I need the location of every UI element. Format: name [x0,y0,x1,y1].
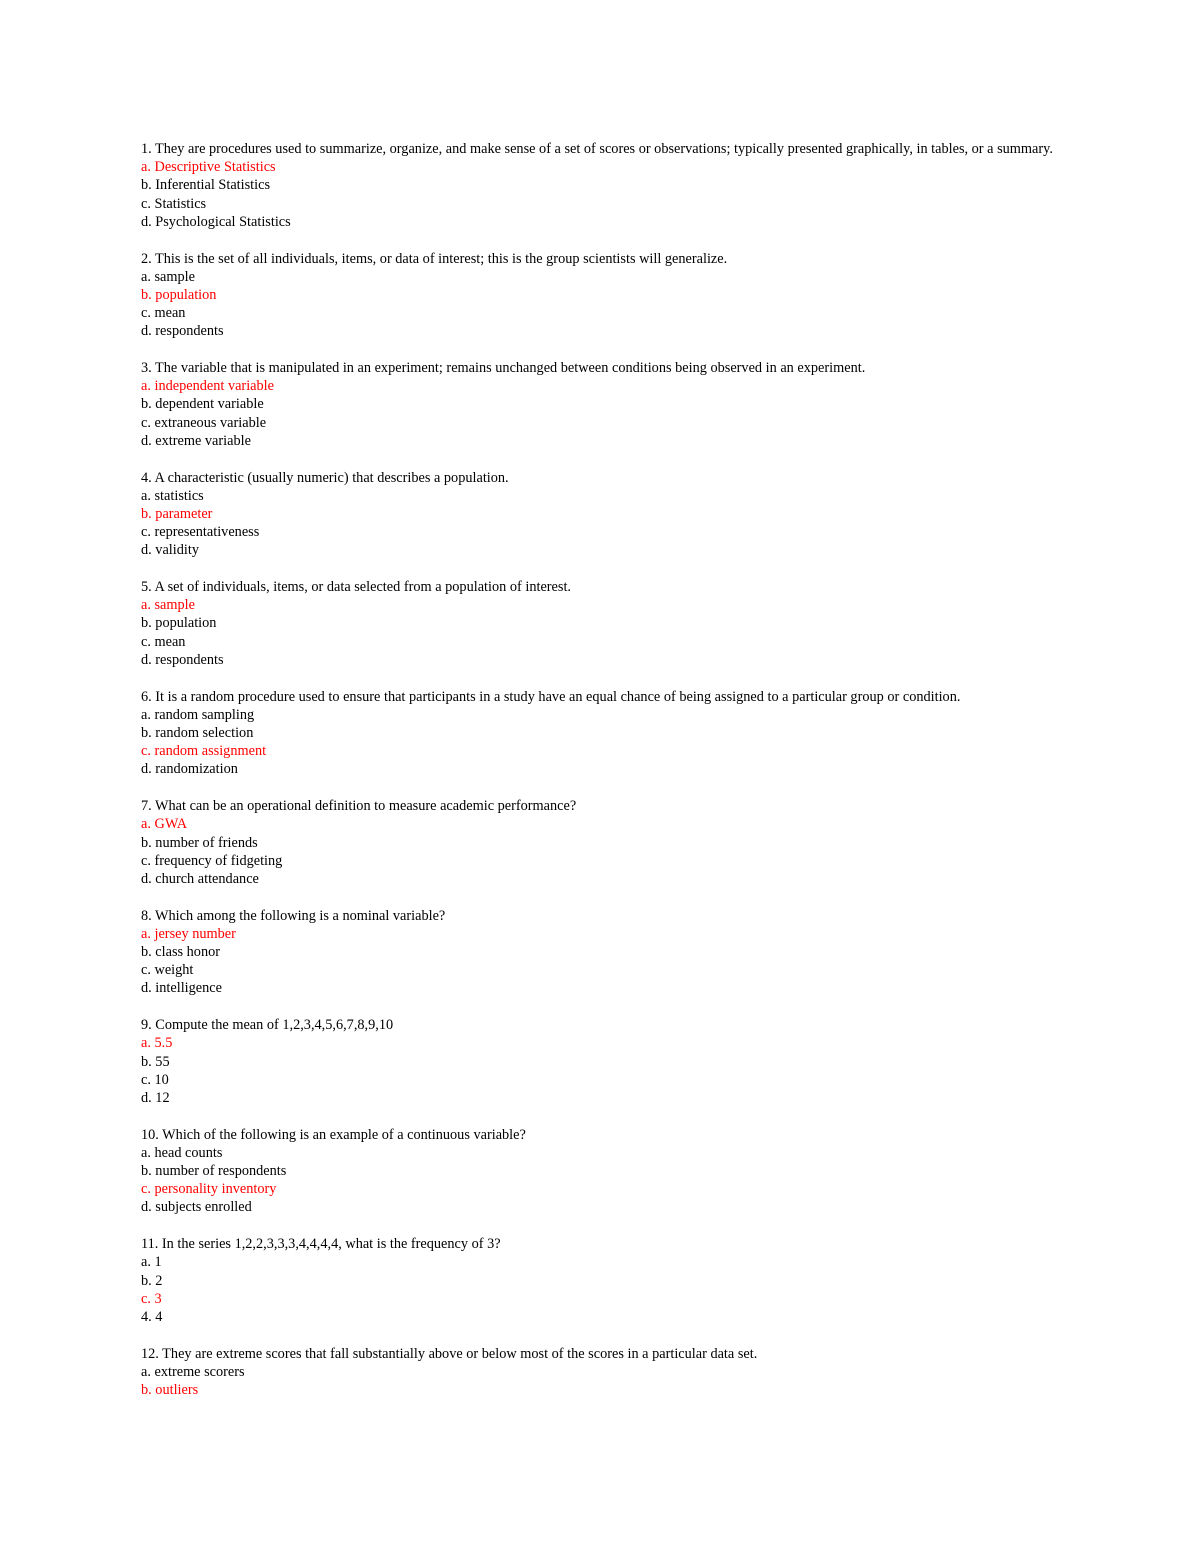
answer-choice: d. Psychological Statistics [141,213,291,230]
answer-choice: b. 2 [141,1272,163,1289]
question-block [141,359,1061,450]
question-prompt: 8. Which among the following is a nominal variable? [141,907,446,924]
answer-choice: d. intelligence [141,980,222,997]
answer-choice: b. dependent variable [141,396,264,413]
answer-choice: d. randomization [141,761,238,778]
answer-choice: c. frequency of fidgeting [141,852,283,869]
answer-choice: 4. 4 [141,1308,163,1325]
question-prompt: 7. What can be an operational definition to measure academic performance? [141,798,577,815]
answer-choice: c. mean [141,633,186,650]
answer-choice: c. mean [141,305,186,322]
question-block [141,688,1061,779]
answer-choice: b. number of friends [141,834,258,851]
question-block [141,907,1061,998]
answer-choice: c. extraneous variable [141,414,267,431]
answer-choice: a. extreme scorers [141,1363,245,1380]
answer-choice: c. Statistics [141,195,207,212]
correct-answer-choice: a. independent variable [141,378,274,395]
answer-choice: a. head counts [141,1144,223,1161]
question-prompt: 9. Compute the mean of 1,2,3,4,5,6,7,8,9,10 [141,1017,394,1034]
document-page [141,140,1061,1418]
correct-answer-choice: a. 5.5 [141,1035,173,1052]
answer-choice: a. random sampling [141,706,255,723]
question-prompt: 12. They are extreme scores that fall substantially above or below most of the scores in a particular data set. [141,1345,758,1362]
answer-choice: c. representativeness [141,524,260,541]
question-prompt: 3. The variable that is manipulated in an experiment; remains unchanged between conditions being observed in an experiment. [141,360,866,377]
answer-choice: a. sample [141,268,195,285]
answer-choice: d. subjects enrolled [141,1199,252,1216]
correct-answer-choice: a. sample [141,597,195,614]
question-block [141,1126,1061,1217]
correct-answer-choice: c. personality inventory [141,1181,277,1198]
correct-answer-choice: b. population [141,286,217,303]
answer-choice: b. class honor [141,944,221,961]
answer-choice: b. number of respondents [141,1163,287,1180]
answer-choice: d. 12 [141,1089,170,1106]
answer-choice: a. 1 [141,1254,162,1271]
correct-answer-choice: a. Descriptive Statistics [141,159,276,176]
question-prompt: 11. In the series 1,2,2,3,3,3,4,4,4,4, what is the frequency of 3? [141,1236,501,1253]
answer-choice: c. weight [141,962,194,979]
question-block [141,1345,1061,1400]
answer-choice: c. 10 [141,1071,169,1088]
question-block [141,797,1061,888]
answer-choice: b. Inferential Statistics [141,177,271,194]
answer-choice: b. random selection [141,724,254,741]
question-prompt: 5. A set of individuals, items, or data selected from a population of interest. [141,579,572,596]
question-block [141,1235,1061,1326]
correct-answer-choice: a. GWA [141,816,188,833]
answer-choice: d. respondents [141,323,224,340]
question-prompt: 1. They are procedures used to summarize, organize, and make sense of a set of scores or observations; typically presented graphically, in tables, or a summary. [141,141,1053,157]
correct-answer-choice: c. 3 [141,1290,162,1307]
answer-choice: a. statistics [141,487,204,504]
answer-choice: d. respondents [141,651,224,668]
answer-choice: b. 55 [141,1053,170,1070]
question-block [141,250,1061,341]
answer-choice: b. population [141,615,217,632]
question-block [141,469,1061,560]
question-prompt: 6. It is a random procedure used to ensure that participants in a study have an equal chance of being assigned to a particular group or condition. [141,688,961,705]
correct-answer-choice: b. outliers [141,1382,199,1399]
question-prompt: 10. Which of the following is an example of a continuous variable? [141,1126,526,1143]
question-block [141,1016,1061,1107]
question-prompt: 4. A characteristic (usually numeric) that describes a population. [141,469,509,486]
answer-choice: d. validity [141,542,199,559]
question-block [141,140,1061,231]
answer-choice: d. extreme variable [141,432,251,449]
question-prompt: 2. This is the set of all individuals, items, or data of interest; this is the group scientists will generalize. [141,250,728,267]
correct-answer-choice: c. random assignment [141,743,267,760]
correct-answer-choice: b. parameter [141,505,213,522]
question-block [141,578,1061,669]
answer-choice: d. church attendance [141,870,259,887]
correct-answer-choice: a. jersey number [141,925,236,942]
